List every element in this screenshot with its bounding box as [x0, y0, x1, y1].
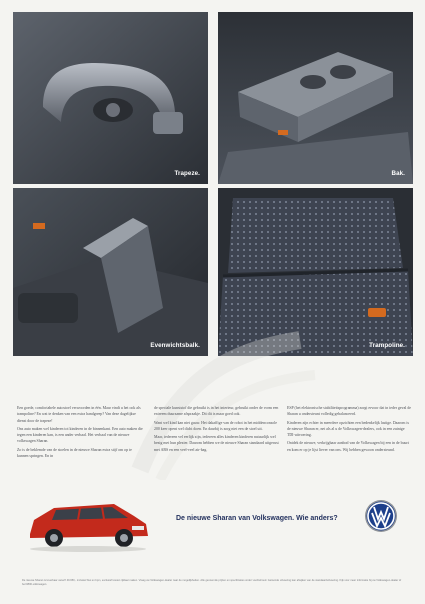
photo-caption: Trampoline. [369, 342, 405, 349]
paragraph: Zo is de beklemde van de stoelen in de nieuwe Sharan extra stijf om op te kunnen springen. En in [17, 447, 132, 459]
body-column-2 [154, 405, 280, 455]
paragraph: Maar, iedereen vel eerlijk zijn, iedereen alles kinderen kinderen natuurlijk wel bezig met hun plezier. Daarom hebben we de nieuwe Sharan standaard uitgerust met ABS en een veel-veel air-bag. [154, 435, 279, 452]
paragraph: Kinderen zijn echter in meerdere opzichten een bedenkelijk lastige. Daarom is de nieuwe Sharan er, net als al u de Volkswagen-dealers, ook in een zuinige TDI-uitvoering. [287, 420, 409, 438]
tagline: De nieuwe Sharan van Volkswagen. Wie anders? [176, 515, 338, 522]
photo-caption: Evenwichtsbalk. [150, 342, 200, 349]
body-column-1 [17, 405, 143, 461]
paragraph: Een goede, comfortabele autostoel verwoorden in één. Maar vindt u het ook als trampoline? En wat te denken van een extra handgreep? Van deze dagelijkse dienst door de trapeze! [17, 406, 141, 423]
paragraph: de speciale kunststof die gebruikt is in het interieur, gebruikt onder de vorm een extreem duurzame afspraakje. Dit dit is maar goed ook. [154, 406, 279, 417]
photo-caption: Bak. [391, 170, 405, 177]
car-illustration [22, 490, 152, 554]
photo-trapeze [13, 12, 208, 184]
paragraph: Want wel kind kan niet gauw. Het dakaffige van de robot in het middenconsole 200 keer opent wel dicht doen. En daarbij is zorg niet een de stoel uit. [154, 420, 277, 431]
vw-logo-icon [364, 499, 398, 533]
body-column-3 [287, 405, 413, 455]
paragraph: ESP (het elektronische stabiliteitsprogramma) zorgt ervoor dat in ieder geval de Sharan u ondersteunt volledig gebalanceerd. [287, 406, 412, 417]
photo-bak [218, 12, 413, 184]
grab-handle-illustration [13, 12, 208, 184]
photo-caption: Trapeze. [174, 170, 200, 177]
paragraph: Ons auto maken wel kinderen tot kinderen in de binnenkant. Een auto maken die tegen een kinderen kan, is een ander verhaal. Het verhaal van de nieuwe volkswagen Sharan. [17, 426, 143, 444]
fine-print: De nieuwe Sharan is leverbaar vanaf f 49.950,- inclusief btw en bpm, exclusief kosten rijklaar maken. Vraag uw Volkswagen-dealer naar de mogelijkheden. Alle genoemde prijzen en specificaties onder voorbehoud. Getoonde uitvoering kan afwijken van de standaarduitvoering. Kijk voor meer informatie bij uw Volkswagen-dealer of bel 0800-volkswagen. [22, 579, 402, 586]
tray-illustration [218, 12, 413, 184]
paragraph: Ontdek de nieuwe, verkrijgbaar aanbod van de Volkswagen bij een in de buurt en kom er op je lijst liever van ons. Wij hebben gewoon ondersteund. [287, 441, 409, 452]
